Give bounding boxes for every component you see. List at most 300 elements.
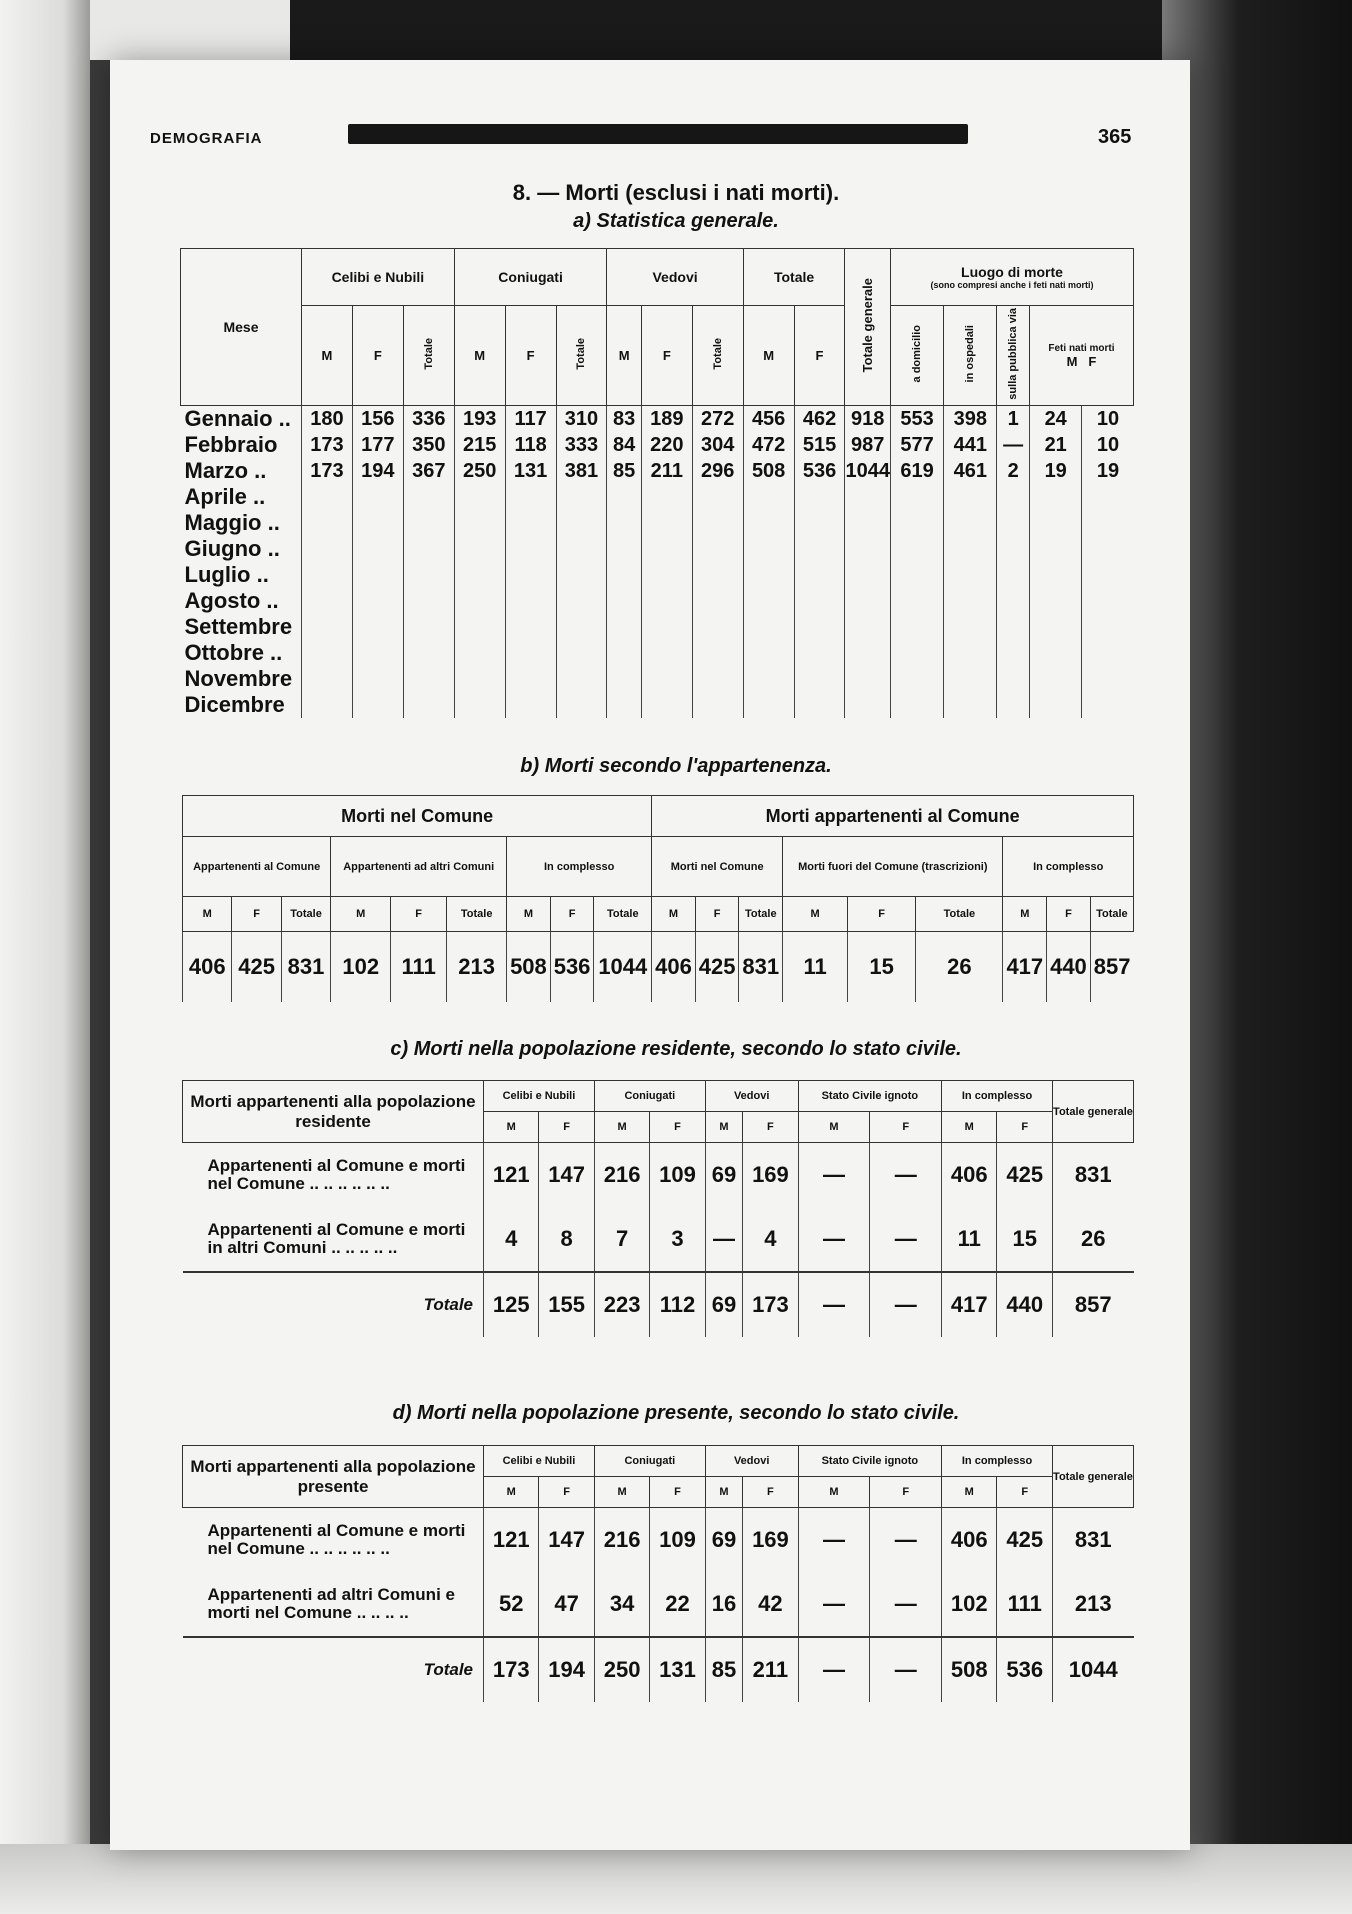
data-cell: 336 — [403, 406, 454, 433]
table-row — [181, 432, 1134, 458]
total-cell: — — [870, 1272, 942, 1337]
data-cell: 24 — [1029, 406, 1082, 433]
data-cell — [845, 666, 891, 692]
col-label: M — [1003, 897, 1047, 932]
col-header-totale-generale: Totale generale — [845, 249, 891, 406]
data-cell — [890, 640, 943, 666]
data-cell — [1082, 536, 1134, 562]
col-m: M — [798, 1477, 870, 1508]
data-cell — [794, 536, 845, 562]
data-cell: 367 — [403, 458, 454, 484]
data-cell: 26 — [1053, 1207, 1134, 1272]
data-cell: 109 — [650, 1143, 705, 1208]
group-vedovi: Vedovi — [705, 1446, 798, 1477]
scan-bottom-margin — [0, 1844, 1352, 1914]
col-label: F — [232, 897, 281, 932]
data-cell — [556, 510, 607, 536]
data-cell: 310 — [556, 406, 607, 433]
group-coniugati: Coniugati — [594, 1446, 705, 1477]
month-label: Giugno .. — [184, 536, 280, 561]
col-feti-nati-morti: Feti nati morti M F — [1029, 306, 1133, 406]
data-cell: 216 — [594, 1143, 649, 1208]
col-label: M — [652, 897, 696, 932]
corner-label-residente: Morti appartenenti alla popolazione residente — [183, 1081, 484, 1143]
data-cell — [607, 588, 641, 614]
data-cell — [944, 484, 997, 510]
data-cell: 83 — [607, 406, 641, 433]
data-cell: 16 — [705, 1572, 742, 1637]
data-cell: 831 — [1053, 1143, 1134, 1208]
data-cell — [641, 562, 692, 588]
data-cell — [845, 640, 891, 666]
data-cell — [454, 510, 505, 536]
data-cell: 472 — [743, 432, 794, 458]
data-cell — [403, 536, 454, 562]
data-cell: 216 — [594, 1508, 649, 1573]
data-cell — [692, 666, 743, 692]
data-cell — [556, 588, 607, 614]
col-m: M — [594, 1477, 649, 1508]
scan-top-margin — [0, 0, 1352, 60]
month-label: Settembre — [184, 614, 293, 639]
data-cell — [692, 562, 743, 588]
data-cell — [352, 666, 403, 692]
data-cell: 831 — [739, 932, 783, 1003]
data-cell — [743, 510, 794, 536]
row-label: Appartenenti al Comune e morti nel Comune .. .. .. .. .. .. — [207, 1521, 466, 1558]
data-cell — [607, 640, 641, 666]
data-cell: 440 — [1047, 932, 1091, 1003]
group-in-complesso: In complesso — [942, 1446, 1053, 1477]
data-cell: 831 — [281, 932, 330, 1003]
col-m: M — [607, 306, 641, 406]
table-row — [181, 588, 1134, 614]
data-cell — [845, 510, 891, 536]
data-cell: 156 — [352, 406, 403, 433]
data-cell — [454, 666, 505, 692]
data-cell: — — [798, 1572, 870, 1637]
data-cell — [641, 536, 692, 562]
data-cell — [944, 666, 997, 692]
col-label: F — [695, 897, 739, 932]
data-cell — [1029, 640, 1082, 666]
data-cell — [403, 484, 454, 510]
data-cell — [743, 536, 794, 562]
data-cell: 398 — [944, 406, 997, 433]
data-cell — [692, 640, 743, 666]
data-cell — [692, 536, 743, 562]
col-f: F — [650, 1112, 705, 1143]
table-row — [181, 458, 1134, 484]
data-cell — [302, 666, 353, 692]
data-cell: 2 — [997, 458, 1030, 484]
data-cell — [944, 692, 997, 718]
total-cell: — — [798, 1272, 870, 1337]
data-cell: 1044 — [594, 932, 652, 1003]
data-cell: 508 — [743, 458, 794, 484]
col-f: F — [794, 306, 845, 406]
data-cell: 102 — [942, 1572, 997, 1637]
data-cell — [997, 666, 1030, 692]
row-label: Appartenenti ad altri Comuni e morti nel Comune .. .. .. .. — [207, 1585, 455, 1622]
data-cell: 456 — [743, 406, 794, 433]
data-cell — [556, 692, 607, 718]
col-f: F — [505, 306, 556, 406]
sub-header-in-complesso: In complesso — [507, 837, 652, 897]
data-cell: 333 — [556, 432, 607, 458]
data-cell: 102 — [331, 932, 391, 1003]
data-cell — [944, 614, 997, 640]
table-row — [181, 692, 1134, 718]
total-cell: 173 — [743, 1272, 798, 1337]
col-header-mese: Mese — [181, 249, 302, 406]
col-totale: Totale — [556, 306, 607, 406]
total-cell: 440 — [997, 1272, 1053, 1337]
total-cell: 125 — [484, 1272, 539, 1337]
data-cell — [607, 510, 641, 536]
data-cell — [403, 692, 454, 718]
table-row — [183, 932, 1134, 1003]
data-cell — [505, 510, 556, 536]
data-cell — [794, 484, 845, 510]
data-cell — [997, 536, 1030, 562]
data-cell: 3 — [650, 1207, 705, 1272]
col-label: Totale — [594, 897, 652, 932]
month-label: Aprile .. — [184, 484, 266, 509]
data-cell: 169 — [743, 1508, 798, 1573]
section-a-subtitle: a) Statistica generale. — [573, 210, 779, 232]
data-cell — [890, 588, 943, 614]
data-cell: 831 — [1053, 1508, 1134, 1573]
data-cell — [505, 640, 556, 666]
data-cell — [454, 536, 505, 562]
data-cell: 215 — [454, 432, 505, 458]
data-cell — [794, 510, 845, 536]
col-label: Totale — [281, 897, 330, 932]
data-cell: 193 — [454, 406, 505, 433]
data-cell — [890, 562, 943, 588]
data-cell: 406 — [942, 1143, 997, 1208]
table-row — [181, 510, 1134, 536]
data-cell: — — [798, 1207, 870, 1272]
data-cell: 11 — [783, 932, 848, 1003]
data-cell — [692, 614, 743, 640]
data-cell: 4 — [484, 1207, 539, 1272]
table-row — [181, 484, 1134, 510]
data-cell — [454, 614, 505, 640]
data-cell — [556, 614, 607, 640]
data-cell: 173 — [302, 458, 353, 484]
data-cell — [1082, 588, 1134, 614]
table-popolazione-residente — [182, 1080, 1134, 1337]
data-cell: 381 — [556, 458, 607, 484]
col-label: M — [507, 897, 551, 932]
data-cell: 34 — [594, 1572, 649, 1637]
row-label: Appartenenti al Comune e morti nel Comune .. .. .. .. .. .. — [207, 1156, 466, 1193]
col-label: F — [848, 897, 916, 932]
col-m: M — [302, 306, 353, 406]
data-cell — [607, 692, 641, 718]
data-cell — [997, 692, 1030, 718]
table-row — [183, 1508, 1134, 1573]
col-m: M — [484, 1477, 539, 1508]
group-header-totale: Totale — [743, 249, 845, 306]
data-cell — [944, 510, 997, 536]
group-celibi: Celibi e Nubili — [484, 1446, 595, 1477]
data-cell — [505, 484, 556, 510]
group-header-celibi: Celibi e Nubili — [302, 249, 455, 306]
data-cell — [1082, 562, 1134, 588]
month-label: Agosto .. — [184, 588, 279, 613]
data-cell — [743, 666, 794, 692]
data-cell: 406 — [652, 932, 696, 1003]
data-cell — [794, 562, 845, 588]
data-cell — [743, 588, 794, 614]
data-cell — [1029, 666, 1082, 692]
month-label: Febbraio — [184, 432, 278, 457]
col-m: M — [798, 1112, 870, 1143]
data-cell — [403, 666, 454, 692]
data-cell — [692, 588, 743, 614]
data-cell — [302, 614, 353, 640]
total-cell: 211 — [743, 1637, 798, 1702]
data-cell — [845, 562, 891, 588]
data-cell: 111 — [997, 1572, 1053, 1637]
table-title: 8. — Morti (esclusi i nati morti). — [512, 180, 840, 205]
data-cell: 15 — [997, 1207, 1053, 1272]
table-row — [183, 1207, 1134, 1272]
table-row — [181, 614, 1134, 640]
group-header-luogo: Luogo di morte (sono compresi anche i feti nati morti) — [890, 249, 1133, 306]
data-cell: 10 — [1082, 406, 1134, 433]
col-f: F — [870, 1477, 942, 1508]
data-cell — [556, 666, 607, 692]
data-cell — [302, 510, 353, 536]
col-label: Totale — [916, 897, 1003, 932]
table-row — [181, 536, 1134, 562]
table-row — [181, 406, 1134, 433]
total-cell: 536 — [997, 1637, 1053, 1702]
data-cell: 131 — [505, 458, 556, 484]
group-vedovi: Vedovi — [705, 1081, 798, 1112]
col-label: Totale — [739, 897, 783, 932]
data-cell: — — [798, 1143, 870, 1208]
data-cell — [352, 614, 403, 640]
col-m: M — [484, 1112, 539, 1143]
data-cell: 85 — [607, 458, 641, 484]
sub-header-appartenenti-comune: Appartenenti al Comune — [183, 837, 331, 897]
data-cell: 52 — [484, 1572, 539, 1637]
data-cell — [794, 614, 845, 640]
data-cell — [997, 588, 1030, 614]
table-row — [181, 640, 1134, 666]
data-cell — [845, 484, 891, 510]
data-cell — [607, 484, 641, 510]
data-cell: 211 — [641, 458, 692, 484]
data-cell — [641, 692, 692, 718]
data-cell — [1029, 614, 1082, 640]
data-cell — [352, 510, 403, 536]
data-cell: — — [705, 1207, 742, 1272]
data-cell — [997, 640, 1030, 666]
data-cell — [1082, 510, 1134, 536]
table-row — [181, 562, 1134, 588]
data-cell: 1 — [997, 406, 1030, 433]
col-label: F — [1047, 897, 1091, 932]
total-label: Totale — [183, 1272, 484, 1337]
data-cell — [1082, 692, 1134, 718]
data-cell: 425 — [997, 1508, 1053, 1573]
data-cell — [944, 536, 997, 562]
col-label: F — [550, 897, 594, 932]
data-cell — [997, 484, 1030, 510]
data-cell — [641, 484, 692, 510]
data-cell — [641, 614, 692, 640]
data-cell: 189 — [641, 406, 692, 433]
group-ignoto: Stato Civile ignoto — [798, 1081, 941, 1112]
data-cell: 47 — [539, 1572, 594, 1637]
data-cell — [556, 562, 607, 588]
data-cell — [743, 484, 794, 510]
col-f: F — [641, 306, 692, 406]
row-label: Appartenenti al Comune e morti in altri Comuni .. .. .. .. .. — [207, 1220, 466, 1257]
group-header-morti-nel-comune: Morti nel Comune — [183, 796, 652, 837]
data-cell: 121 — [484, 1508, 539, 1573]
data-cell — [302, 640, 353, 666]
data-cell — [352, 692, 403, 718]
table-popolazione-presente — [182, 1445, 1134, 1702]
data-cell — [1029, 562, 1082, 588]
data-cell: 987 — [845, 432, 891, 458]
sub-header-morti-fuori: Morti fuori del Comune (trascrizioni) — [783, 837, 1003, 897]
data-cell: 417 — [1003, 932, 1047, 1003]
col-f: F — [997, 1112, 1053, 1143]
data-cell — [743, 692, 794, 718]
data-cell: — — [870, 1207, 942, 1272]
data-cell — [556, 640, 607, 666]
data-cell: 173 — [302, 432, 353, 458]
data-cell — [794, 692, 845, 718]
col-label: Totale — [447, 897, 507, 932]
data-cell — [692, 484, 743, 510]
data-cell: 15 — [848, 932, 916, 1003]
data-cell: 619 — [890, 458, 943, 484]
data-cell — [403, 640, 454, 666]
data-cell: 11 — [942, 1207, 997, 1272]
data-cell — [890, 614, 943, 640]
total-cell: 85 — [705, 1637, 742, 1702]
data-cell — [794, 588, 845, 614]
data-cell — [794, 666, 845, 692]
data-cell: 8 — [539, 1207, 594, 1272]
sub-header-in-complesso-2: In complesso — [1003, 837, 1134, 897]
data-cell: 553 — [890, 406, 943, 433]
table-statistica-generale — [180, 248, 1134, 718]
data-cell — [505, 562, 556, 588]
data-cell — [302, 484, 353, 510]
data-cell: 194 — [352, 458, 403, 484]
data-cell: 180 — [302, 406, 353, 433]
scan-book-edge — [1162, 0, 1352, 1914]
section-b-subtitle: b) Morti secondo l'appartenenza. — [520, 755, 832, 777]
month-label: Maggio .. — [184, 510, 280, 535]
total-label: Totale — [183, 1637, 484, 1702]
total-cell: 417 — [942, 1272, 997, 1337]
data-cell — [944, 562, 997, 588]
data-cell: — — [870, 1572, 942, 1637]
data-cell: 147 — [539, 1143, 594, 1208]
data-cell — [845, 614, 891, 640]
data-cell — [845, 536, 891, 562]
data-cell: 84 — [607, 432, 641, 458]
data-cell — [403, 588, 454, 614]
data-cell: 121 — [484, 1143, 539, 1208]
data-cell: 536 — [550, 932, 594, 1003]
data-cell: 272 — [692, 406, 743, 433]
data-cell: 425 — [232, 932, 281, 1003]
data-cell — [454, 484, 505, 510]
col-totale: Totale — [403, 306, 454, 406]
data-cell: 19 — [1029, 458, 1082, 484]
sub-header-altri-comuni: Appartenenti ad altri Comuni — [331, 837, 507, 897]
data-cell: 577 — [890, 432, 943, 458]
data-cell: 462 — [794, 406, 845, 433]
data-cell: 220 — [641, 432, 692, 458]
data-cell — [505, 536, 556, 562]
col-f: F — [997, 1477, 1053, 1508]
decorative-band — [348, 124, 968, 144]
data-cell — [692, 692, 743, 718]
data-cell — [1029, 484, 1082, 510]
col-pubblica-via: sulla pubblica via — [997, 306, 1030, 406]
data-cell: 918 — [845, 406, 891, 433]
col-f: F — [352, 306, 403, 406]
col-a-domicilio: a domicilio — [890, 306, 943, 406]
data-cell: 461 — [944, 458, 997, 484]
data-cell — [890, 510, 943, 536]
col-f: F — [650, 1477, 705, 1508]
data-cell — [352, 640, 403, 666]
data-cell — [403, 562, 454, 588]
data-cell — [352, 562, 403, 588]
data-cell — [641, 588, 692, 614]
group-in-complesso: In complesso — [942, 1081, 1053, 1112]
data-cell — [1029, 588, 1082, 614]
data-cell — [1082, 614, 1134, 640]
col-m: M — [594, 1112, 649, 1143]
col-label: M — [783, 897, 848, 932]
data-cell — [845, 692, 891, 718]
corner-label-presente: Morti appartenenti alla popolazione presente — [183, 1446, 484, 1508]
data-cell — [1082, 640, 1134, 666]
total-row — [183, 1272, 1134, 1337]
data-cell: 515 — [794, 432, 845, 458]
data-cell: 425 — [695, 932, 739, 1003]
data-cell: — — [997, 432, 1030, 458]
data-cell: 111 — [391, 932, 447, 1003]
section-c-subtitle: c) Morti nella popolazione residente, secondo lo stato civile. — [390, 1038, 962, 1060]
data-cell — [641, 510, 692, 536]
scan-left-margin — [0, 0, 90, 1914]
data-cell: 69 — [705, 1143, 742, 1208]
data-cell: 406 — [183, 932, 232, 1003]
data-cell — [743, 614, 794, 640]
data-cell: 19 — [1082, 458, 1134, 484]
data-cell — [505, 614, 556, 640]
data-cell — [641, 666, 692, 692]
total-cell: 223 — [594, 1272, 649, 1337]
data-cell — [890, 484, 943, 510]
